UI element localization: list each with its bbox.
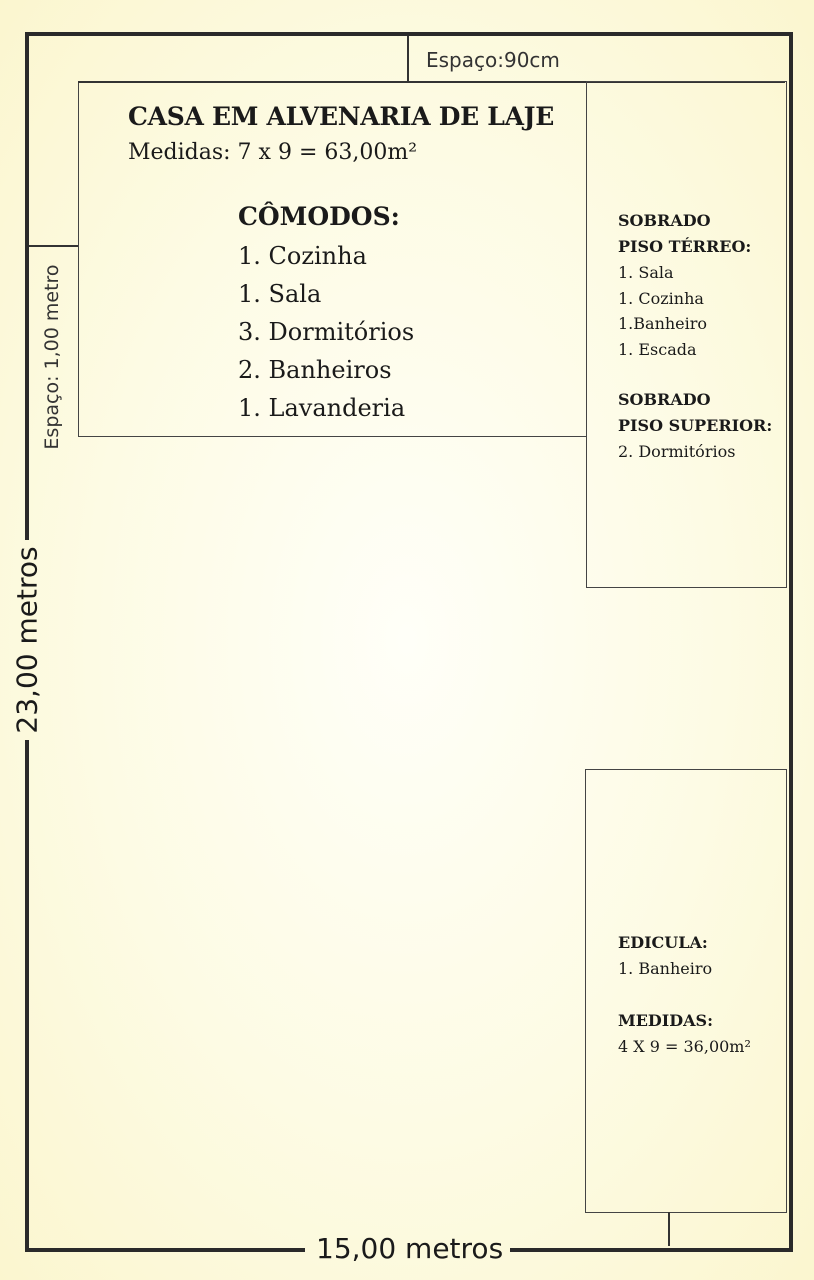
main-house-measures: Medidas: 7 x 9 = 63,00m² [128, 140, 418, 165]
list-item: 2. Dormitórios [618, 442, 736, 461]
width-dimension-label: 15,00 metros [316, 1232, 504, 1265]
edicula-measures: 4 X 9 = 36,00m² [618, 1036, 751, 1056]
list-item: 1. Sala [238, 280, 322, 308]
bottom-right-divider [668, 1212, 670, 1246]
top-space-divider [407, 36, 409, 82]
list-item: 2. Banheiros [238, 356, 392, 384]
list-item: 1.Banheiro [618, 314, 708, 333]
edicula-box [585, 769, 787, 1213]
left-space-label: Espaço: 1,00 metro [41, 264, 63, 450]
list-item: 1. Lavanderia [238, 394, 406, 422]
sobrado-upper-floor: PISO SUPERIOR: [618, 416, 773, 435]
sobrado-box [586, 81, 787, 588]
height-dimension-label: 23,00 metros [10, 546, 44, 734]
sobrado-ground-heading: SOBRADO [618, 211, 711, 230]
sobrado-upper-heading: SOBRADO [618, 390, 711, 409]
main-house-box [78, 81, 587, 437]
rooms-list [238, 237, 414, 427]
left-space-divider [29, 245, 79, 247]
top-space-label: Espaço:90cm [426, 48, 560, 72]
list-item: 3. Dormitórios [238, 318, 415, 346]
edicula-text [618, 930, 751, 1059]
main-house-title: CASA EM ALVENARIA DE LAJE [128, 102, 554, 131]
edicula-heading: EDICULA: [618, 933, 708, 952]
sobrado-text [618, 208, 772, 465]
list-item: 1. Sala [618, 263, 674, 282]
edicula-measures-heading: MEDIDAS: [618, 1010, 714, 1030]
list-item: 1. Cozinha [618, 288, 704, 308]
sobrado-ground-floor: PISO TÉRREO: [618, 237, 752, 256]
list-item: 1. Banheiro [618, 959, 713, 978]
rooms-heading: CÔMODOS: [238, 202, 400, 231]
list-item: 1. Escada [618, 339, 697, 359]
list-item: 1. Cozinha [238, 242, 367, 270]
